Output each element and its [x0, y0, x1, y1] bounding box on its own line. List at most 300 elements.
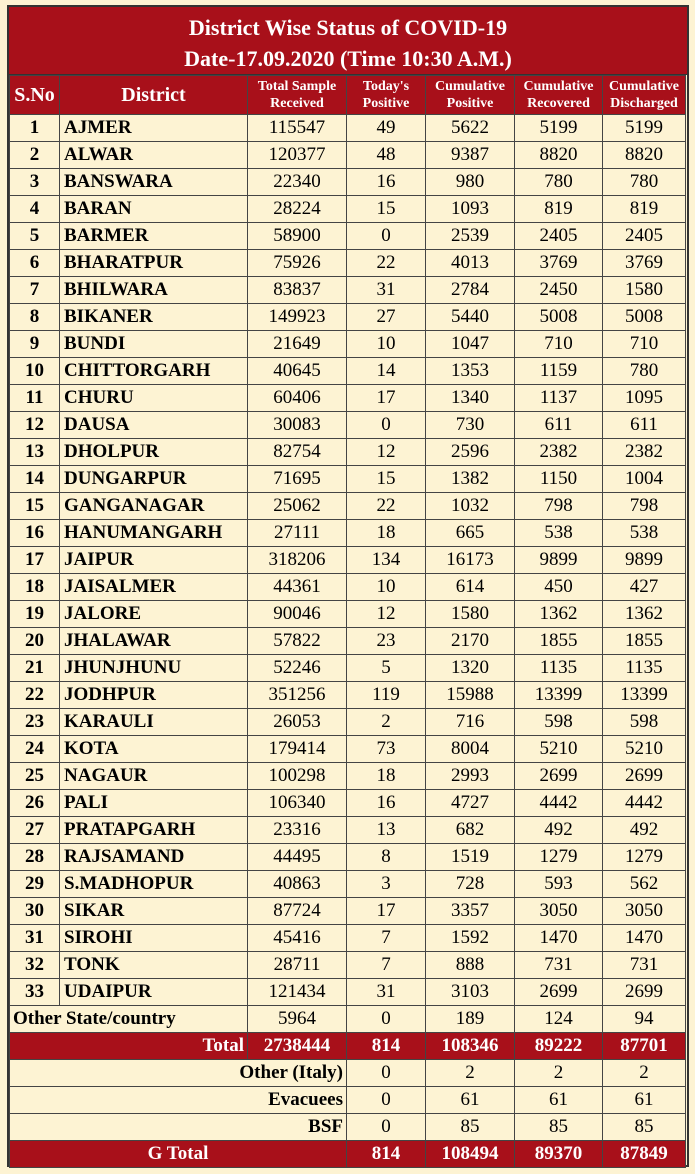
sno-cell: 16	[10, 520, 60, 547]
extra-row	[10, 1060, 686, 1087]
today-positive-cell: 8	[347, 844, 426, 871]
district-table	[9, 75, 686, 1168]
table-row	[10, 844, 686, 871]
samples-cell: 44361	[248, 574, 347, 601]
table-row	[10, 925, 686, 952]
today-positive-cell: 134	[347, 547, 426, 574]
cum-discharged-cell: 2	[603, 1060, 686, 1087]
cum-positive-cell: 1320	[426, 655, 515, 682]
cum-discharged-cell: 1580	[603, 277, 686, 304]
district-cell: BIKANER	[60, 304, 248, 331]
sno-cell: 27	[10, 817, 60, 844]
samples-cell: 28224	[248, 196, 347, 223]
samples-cell: 23316	[248, 817, 347, 844]
cum-positive-cell: 2170	[426, 628, 515, 655]
sno-cell: 9	[10, 331, 60, 358]
cum-discharged-cell: 2699	[603, 979, 686, 1006]
cum-discharged-cell: 1004	[603, 466, 686, 493]
district-cell: UDAIPUR	[60, 979, 248, 1006]
samples-cell: 57822	[248, 628, 347, 655]
sno-cell: 5	[10, 223, 60, 250]
district-cell: KARAULI	[60, 709, 248, 736]
sheet-title	[9, 7, 687, 75]
today-positive-cell: 49	[347, 115, 426, 142]
cum-recovered-cell: 1362	[515, 601, 603, 628]
cum-discharged-cell: 538	[603, 520, 686, 547]
samples-cell: 318206	[248, 547, 347, 574]
district-cell: AJMER	[60, 115, 248, 142]
samples-cell: 90046	[248, 601, 347, 628]
cum-recovered-cell: 598	[515, 709, 603, 736]
district-cell: BHARATPUR	[60, 250, 248, 277]
cum-recovered-cell: 731	[515, 952, 603, 979]
district-cell: GANGANAGAR	[60, 493, 248, 520]
cum-recovered-cell: 124	[515, 1006, 603, 1033]
cum-discharged-cell: 13399	[603, 682, 686, 709]
sno-cell: 20	[10, 628, 60, 655]
cum-positive-cell: 2993	[426, 763, 515, 790]
cum-discharged-cell: 8820	[603, 142, 686, 169]
cum-discharged-cell: 1135	[603, 655, 686, 682]
samples-cell: 58900	[248, 223, 347, 250]
table-row	[10, 817, 686, 844]
total-label: Total	[10, 1033, 248, 1060]
table-row	[10, 682, 686, 709]
district-cell: PALI	[60, 790, 248, 817]
cum-recovered-cell: 1159	[515, 358, 603, 385]
sno-cell: 22	[10, 682, 60, 709]
header-district: District	[60, 76, 248, 115]
cum-recovered-cell: 85	[515, 1114, 603, 1141]
cum-positive-cell: 1382	[426, 466, 515, 493]
cum-recovered-cell: 89370	[515, 1141, 603, 1168]
cum-recovered-cell: 450	[515, 574, 603, 601]
table-row	[10, 142, 686, 169]
cum-positive-cell: 5440	[426, 304, 515, 331]
samples-cell: 5964	[248, 1006, 347, 1033]
samples-cell: 27111	[248, 520, 347, 547]
cum-positive-cell: 108346	[426, 1033, 515, 1060]
cum-positive-cell: 2596	[426, 439, 515, 466]
table-row	[10, 385, 686, 412]
header-cum-discharged: Cumulative Discharged	[603, 76, 686, 115]
cum-recovered-cell: 593	[515, 871, 603, 898]
today-positive-cell: 13	[347, 817, 426, 844]
cum-discharged-cell: 1095	[603, 385, 686, 412]
cum-discharged-cell: 3769	[603, 250, 686, 277]
today-positive-cell: 7	[347, 952, 426, 979]
cum-positive-cell: 5622	[426, 115, 515, 142]
samples-cell: 121434	[248, 979, 347, 1006]
sno-cell: 13	[10, 439, 60, 466]
cum-recovered-cell: 798	[515, 493, 603, 520]
district-cell: SIKAR	[60, 898, 248, 925]
samples-cell: 45416	[248, 925, 347, 952]
sno-cell: 1	[10, 115, 60, 142]
cum-discharged-cell: 1470	[603, 925, 686, 952]
today-positive-cell: 15	[347, 196, 426, 223]
today-positive-cell: 31	[347, 979, 426, 1006]
today-positive-cell: 16	[347, 169, 426, 196]
cum-positive-cell: 980	[426, 169, 515, 196]
district-cell: JAISALMER	[60, 574, 248, 601]
cum-recovered-cell: 1279	[515, 844, 603, 871]
table-row	[10, 439, 686, 466]
cum-discharged-cell: 562	[603, 871, 686, 898]
today-positive-cell: 0	[347, 223, 426, 250]
sno-cell: 19	[10, 601, 60, 628]
cum-recovered-cell: 1135	[515, 655, 603, 682]
table-row	[10, 169, 686, 196]
table-row	[10, 412, 686, 439]
district-cell: BHILWARA	[60, 277, 248, 304]
cum-positive-cell: 728	[426, 871, 515, 898]
cum-discharged-cell: 2382	[603, 439, 686, 466]
samples-cell: 149923	[248, 304, 347, 331]
district-cell: DHOLPUR	[60, 439, 248, 466]
samples-cell: 22340	[248, 169, 347, 196]
today-positive-cell: 3	[347, 871, 426, 898]
cum-discharged-cell: 2405	[603, 223, 686, 250]
samples-cell: 82754	[248, 439, 347, 466]
table-row	[10, 277, 686, 304]
table-row	[10, 952, 686, 979]
sno-cell: 30	[10, 898, 60, 925]
cum-positive-cell: 1519	[426, 844, 515, 871]
cum-recovered-cell: 2405	[515, 223, 603, 250]
samples-cell: 71695	[248, 466, 347, 493]
cum-positive-cell: 4727	[426, 790, 515, 817]
cum-recovered-cell: 4442	[515, 790, 603, 817]
sno-cell: 10	[10, 358, 60, 385]
cum-recovered-cell: 2699	[515, 763, 603, 790]
samples-cell: 106340	[248, 790, 347, 817]
today-positive-cell: 73	[347, 736, 426, 763]
table-row	[10, 331, 686, 358]
samples-cell: 30083	[248, 412, 347, 439]
table-row	[10, 196, 686, 223]
sno-cell: 29	[10, 871, 60, 898]
today-positive-cell: 17	[347, 385, 426, 412]
samples-cell: 28711	[248, 952, 347, 979]
district-cell: HANUMANGARH	[60, 520, 248, 547]
cum-recovered-cell: 89222	[515, 1033, 603, 1060]
cum-discharged-cell: 85	[603, 1114, 686, 1141]
table-row	[10, 304, 686, 331]
cum-discharged-cell: 710	[603, 331, 686, 358]
today-positive-cell: 119	[347, 682, 426, 709]
cum-discharged-cell: 1279	[603, 844, 686, 871]
cum-recovered-cell: 2382	[515, 439, 603, 466]
cum-discharged-cell: 598	[603, 709, 686, 736]
samples-cell: 44495	[248, 844, 347, 871]
today-positive-cell: 10	[347, 574, 426, 601]
extra-row-label: Evacuees	[10, 1087, 347, 1114]
today-positive-cell: 2	[347, 709, 426, 736]
header-cum-recovered: Cumulative Recovered	[515, 76, 603, 115]
cum-discharged-cell: 87849	[603, 1141, 686, 1168]
cum-recovered-cell: 780	[515, 169, 603, 196]
district-cell: CHURU	[60, 385, 248, 412]
today-positive-cell: 23	[347, 628, 426, 655]
sno-cell: 33	[10, 979, 60, 1006]
cum-recovered-cell: 1137	[515, 385, 603, 412]
cum-discharged-cell: 5199	[603, 115, 686, 142]
cum-positive-cell: 2	[426, 1060, 515, 1087]
cum-recovered-cell: 1150	[515, 466, 603, 493]
table-row	[10, 250, 686, 277]
today-positive-cell: 0	[347, 1006, 426, 1033]
table-row	[10, 709, 686, 736]
today-positive-cell: 0	[347, 412, 426, 439]
header-today: Today's Positive	[347, 76, 426, 115]
cum-discharged-cell: 819	[603, 196, 686, 223]
today-positive-cell: 18	[347, 763, 426, 790]
extra-row	[10, 1114, 686, 1141]
table-row	[10, 898, 686, 925]
grand-total-label: G Total	[10, 1141, 347, 1168]
cum-positive-cell: 665	[426, 520, 515, 547]
cum-discharged-cell: 731	[603, 952, 686, 979]
cum-discharged-cell: 798	[603, 493, 686, 520]
today-positive-cell: 18	[347, 520, 426, 547]
cum-recovered-cell: 9899	[515, 547, 603, 574]
district-cell: RAJSAMAND	[60, 844, 248, 871]
today-positive-cell: 5	[347, 655, 426, 682]
today-positive-cell: 22	[347, 250, 426, 277]
cum-positive-cell: 1592	[426, 925, 515, 952]
district-cell: JALORE	[60, 601, 248, 628]
sno-cell: 6	[10, 250, 60, 277]
cum-positive-cell: 1047	[426, 331, 515, 358]
district-cell: DAUSA	[60, 412, 248, 439]
district-cell: PRATAPGARH	[60, 817, 248, 844]
cum-discharged-cell: 611	[603, 412, 686, 439]
district-cell: DUNGARPUR	[60, 466, 248, 493]
district-cell: SIROHI	[60, 925, 248, 952]
samples-cell: 83837	[248, 277, 347, 304]
sno-cell: 11	[10, 385, 60, 412]
district-cell: NAGAUR	[60, 763, 248, 790]
today-positive-cell: 15	[347, 466, 426, 493]
header-sno: S.No	[10, 76, 60, 115]
district-cell: KOTA	[60, 736, 248, 763]
cum-discharged-cell: 4442	[603, 790, 686, 817]
cum-positive-cell: 189	[426, 1006, 515, 1033]
cum-positive-cell: 9387	[426, 142, 515, 169]
today-positive-cell: 16	[347, 790, 426, 817]
cum-positive-cell: 2539	[426, 223, 515, 250]
cum-discharged-cell: 61	[603, 1087, 686, 1114]
cum-discharged-cell: 9899	[603, 547, 686, 574]
cum-recovered-cell: 538	[515, 520, 603, 547]
cum-positive-cell: 61	[426, 1087, 515, 1114]
district-cell: BUNDI	[60, 331, 248, 358]
sno-cell: 17	[10, 547, 60, 574]
samples-cell: 25062	[248, 493, 347, 520]
cum-discharged-cell: 427	[603, 574, 686, 601]
sno-cell: 23	[10, 709, 60, 736]
samples-cell: 179414	[248, 736, 347, 763]
district-cell: BARMER	[60, 223, 248, 250]
cum-discharged-cell: 94	[603, 1006, 686, 1033]
cum-discharged-cell: 2699	[603, 763, 686, 790]
cum-positive-cell: 3357	[426, 898, 515, 925]
table-row	[10, 466, 686, 493]
district-cell: TONK	[60, 952, 248, 979]
district-cell: BANSWARA	[60, 169, 248, 196]
cum-discharged-cell: 1362	[603, 601, 686, 628]
cum-positive-cell: 888	[426, 952, 515, 979]
cum-positive-cell: 15988	[426, 682, 515, 709]
cum-recovered-cell: 61	[515, 1087, 603, 1114]
cum-positive-cell: 85	[426, 1114, 515, 1141]
cum-positive-cell: 1032	[426, 493, 515, 520]
samples-cell: 351256	[248, 682, 347, 709]
samples-cell: 60406	[248, 385, 347, 412]
cum-recovered-cell: 611	[515, 412, 603, 439]
samples-cell: 87724	[248, 898, 347, 925]
cum-discharged-cell: 3050	[603, 898, 686, 925]
table-body	[10, 115, 686, 1168]
cum-positive-cell: 4013	[426, 250, 515, 277]
table-row	[10, 763, 686, 790]
cum-discharged-cell: 780	[603, 358, 686, 385]
samples-cell: 26053	[248, 709, 347, 736]
cum-positive-cell: 730	[426, 412, 515, 439]
cum-positive-cell: 8004	[426, 736, 515, 763]
cum-positive-cell: 108494	[426, 1141, 515, 1168]
cum-recovered-cell: 2	[515, 1060, 603, 1087]
district-cell: ALWAR	[60, 142, 248, 169]
sno-cell: 12	[10, 412, 60, 439]
sno-cell: 18	[10, 574, 60, 601]
cum-recovered-cell: 8820	[515, 142, 603, 169]
cum-positive-cell: 16173	[426, 547, 515, 574]
district-cell: JAIPUR	[60, 547, 248, 574]
cum-recovered-cell: 492	[515, 817, 603, 844]
extra-row-label: BSF	[10, 1114, 347, 1141]
district-cell: CHITTORGARH	[60, 358, 248, 385]
table-row	[10, 493, 686, 520]
cum-recovered-cell: 5210	[515, 736, 603, 763]
sno-cell: 31	[10, 925, 60, 952]
cum-recovered-cell: 5008	[515, 304, 603, 331]
table-row	[10, 655, 686, 682]
samples-cell: 75926	[248, 250, 347, 277]
title-line-2: Date-17.09.2020 (Time 10:30 A.M.)	[184, 46, 512, 71]
table-row	[10, 223, 686, 250]
samples-cell: 40645	[248, 358, 347, 385]
cum-positive-cell: 614	[426, 574, 515, 601]
cum-discharged-cell: 492	[603, 817, 686, 844]
cum-discharged-cell: 5008	[603, 304, 686, 331]
cum-recovered-cell: 819	[515, 196, 603, 223]
sno-cell: 15	[10, 493, 60, 520]
today-positive-cell: 814	[347, 1033, 426, 1060]
extra-row-label: Other (Italy)	[10, 1060, 347, 1087]
today-positive-cell: 12	[347, 439, 426, 466]
header-cum-positive: Cumulative Positive	[426, 76, 515, 115]
today-positive-cell: 0	[347, 1114, 426, 1141]
table-row	[10, 358, 686, 385]
table-row	[10, 520, 686, 547]
district-cell: JODHPUR	[60, 682, 248, 709]
today-positive-cell: 22	[347, 493, 426, 520]
cum-positive-cell: 1580	[426, 601, 515, 628]
sno-cell: 14	[10, 466, 60, 493]
cum-recovered-cell: 710	[515, 331, 603, 358]
cum-positive-cell: 1340	[426, 385, 515, 412]
cum-recovered-cell: 1855	[515, 628, 603, 655]
samples-cell: 115547	[248, 115, 347, 142]
samples-cell: 2738444	[248, 1033, 347, 1060]
cum-recovered-cell: 3050	[515, 898, 603, 925]
samples-cell: 40863	[248, 871, 347, 898]
today-positive-cell: 0	[347, 1087, 426, 1114]
table-row	[10, 601, 686, 628]
today-positive-cell: 12	[347, 601, 426, 628]
cum-positive-cell: 1093	[426, 196, 515, 223]
table-row	[10, 979, 686, 1006]
grand-total-row	[10, 1141, 686, 1168]
cum-positive-cell: 1353	[426, 358, 515, 385]
sno-cell: 26	[10, 790, 60, 817]
today-positive-cell: 14	[347, 358, 426, 385]
header-row	[10, 76, 686, 115]
today-positive-cell: 27	[347, 304, 426, 331]
today-positive-cell: 7	[347, 925, 426, 952]
table-row	[10, 628, 686, 655]
sno-cell: 4	[10, 196, 60, 223]
cum-discharged-cell: 780	[603, 169, 686, 196]
covid-status-sheet	[7, 5, 689, 1167]
district-cell: S.MADHOPUR	[60, 871, 248, 898]
samples-cell: 52246	[248, 655, 347, 682]
sno-cell: 25	[10, 763, 60, 790]
extra-row	[10, 1087, 686, 1114]
samples-cell: 21649	[248, 331, 347, 358]
cum-positive-cell: 682	[426, 817, 515, 844]
other-state-label: Other State/country	[10, 1006, 248, 1033]
district-cell: BARAN	[60, 196, 248, 223]
sno-cell: 32	[10, 952, 60, 979]
sno-cell: 28	[10, 844, 60, 871]
district-cell: JHUNJHUNU	[60, 655, 248, 682]
cum-recovered-cell: 3769	[515, 250, 603, 277]
cum-recovered-cell: 5199	[515, 115, 603, 142]
other-state-row	[10, 1006, 686, 1033]
today-positive-cell: 0	[347, 1060, 426, 1087]
table-row	[10, 736, 686, 763]
sno-cell: 3	[10, 169, 60, 196]
cum-positive-cell: 3103	[426, 979, 515, 1006]
cum-recovered-cell: 13399	[515, 682, 603, 709]
samples-cell: 120377	[248, 142, 347, 169]
cum-discharged-cell: 87701	[603, 1033, 686, 1060]
table-row	[10, 871, 686, 898]
cum-positive-cell: 2784	[426, 277, 515, 304]
cum-discharged-cell: 1855	[603, 628, 686, 655]
today-positive-cell: 31	[347, 277, 426, 304]
total-row	[10, 1033, 686, 1060]
table-row	[10, 574, 686, 601]
table-row	[10, 115, 686, 142]
sno-cell: 24	[10, 736, 60, 763]
cum-recovered-cell: 2450	[515, 277, 603, 304]
sno-cell: 7	[10, 277, 60, 304]
cum-discharged-cell: 5210	[603, 736, 686, 763]
